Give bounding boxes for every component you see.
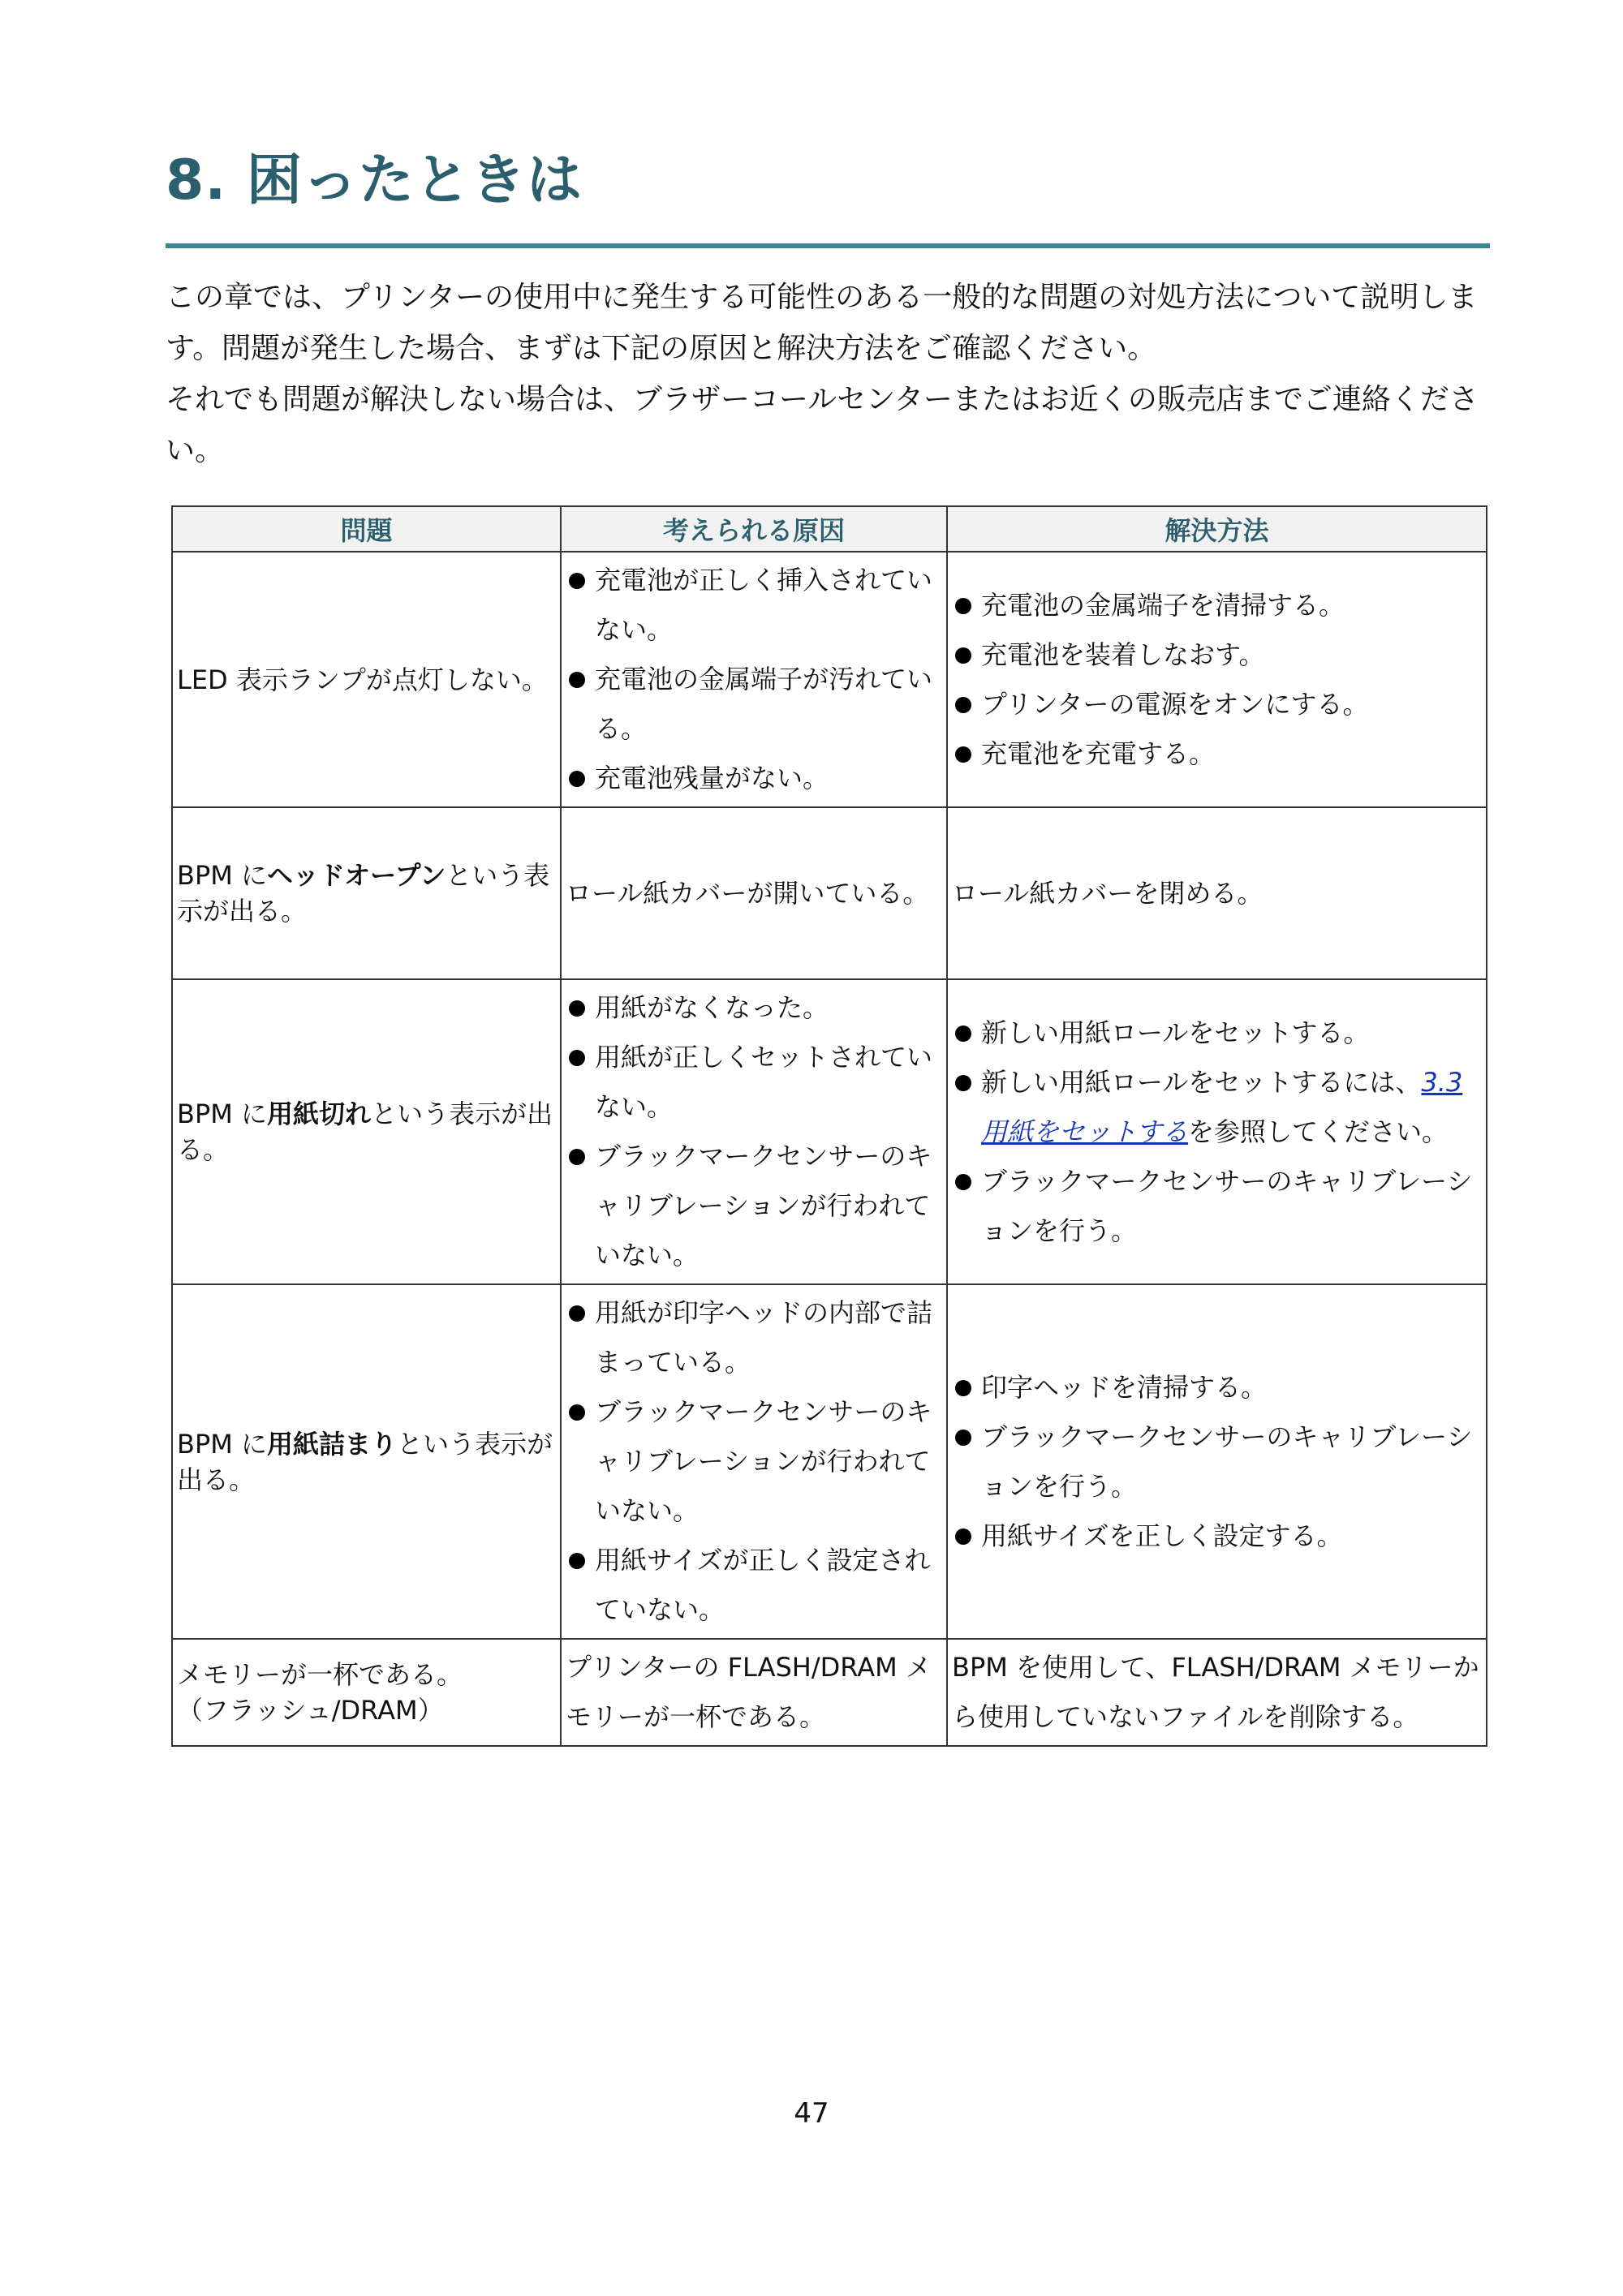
solution-item: 充電池の金属端子を清掃する。 — [952, 581, 1482, 630]
problem-prefix: BPM に — [177, 1428, 268, 1460]
problem-suffix: という表示が出る。 — [177, 1099, 553, 1165]
cause-item: 充電池残量がない。 — [566, 754, 942, 803]
problem-cell — [172, 979, 561, 1284]
problem-text: LED 表示ランプが点灯しない。 — [177, 664, 548, 695]
problem-cell — [172, 1639, 561, 1746]
intro-text — [166, 272, 1496, 476]
problem-prefix: BPM に — [177, 1099, 268, 1129]
cause-cell — [561, 1284, 947, 1639]
cause-cell — [561, 552, 947, 807]
header-problem: 問題 — [172, 506, 561, 552]
problem-suffix: という表示が出る。 — [177, 1428, 553, 1495]
section-link-3-3[interactable]: 3.3 用紙をセットする — [981, 1066, 1463, 1147]
header-cause: 考えられる原因 — [561, 506, 947, 552]
problem-text: （フラッシュ/DRAM） — [177, 1695, 444, 1726]
table-row — [172, 807, 1487, 979]
solution-item: 充電池を充電する。 — [952, 729, 1482, 779]
solution-item: 印字ヘッドを清掃する。 — [952, 1363, 1482, 1412]
solution-text: ロール紙カバーを閉める。 — [952, 878, 1264, 909]
page-title: 8. 困ったときは — [166, 148, 583, 213]
cause-item: ブラックマークセンサーのキャリブレーションが行われていない。 — [566, 1387, 942, 1536]
solution-item: プリンターの電源をオンにする。 — [952, 680, 1482, 729]
problem-keyword: 用紙詰まり — [267, 1428, 398, 1460]
intro-paragraph-2: それでも問題が解決しない場合は、ブラザーコールセンターまたはお近くの販売店までご連絡ください。 — [166, 383, 1479, 467]
problem-cell — [172, 1284, 561, 1639]
problem-keyword: ヘッドオープン — [267, 860, 446, 891]
cause-cell — [561, 807, 947, 979]
title-underline — [166, 243, 1490, 248]
cause-item: 充電池の金属端子が汚れている。 — [566, 655, 942, 754]
intro-paragraph-1: この章では、プリンターの使用中に発生する可能性のある一般的な問題の対処方法について説明します。問題が発生した場合、まずは下記の原因と解決方法をご確認ください。 — [166, 281, 1478, 365]
solution-item: 充電池を装着しなおす。 — [952, 630, 1482, 680]
header-solution: 解決方法 — [947, 506, 1487, 552]
table-row — [172, 979, 1487, 1284]
table-row — [172, 1284, 1487, 1639]
solution-item: ブラックマークセンサーのキャリブレーションを行う。 — [952, 1157, 1482, 1256]
solution-text: BPM を使用して、FLASH/DRAM メモリーから使用していないファイルを削除する。 — [952, 1652, 1479, 1732]
cause-item: 用紙が印字ヘッドの内部で詰まっている。 — [566, 1288, 942, 1387]
problem-text: メモリーが一杯である。 — [177, 1659, 463, 1690]
cause-cell — [561, 979, 947, 1284]
problem-prefix: BPM に — [177, 860, 268, 891]
solution-item: ブラックマークセンサーのキャリブレーションを行う。 — [952, 1412, 1482, 1511]
solution-text: 新しい用紙ロールをセットするには、 — [981, 1066, 1422, 1098]
solution-cell — [947, 552, 1487, 807]
solution-item: 用紙サイズを正しく設定する。 — [952, 1511, 1482, 1561]
cause-item: 用紙サイズが正しく設定されていない。 — [566, 1536, 942, 1635]
cause-item: 充電池が正しく挿入されていない。 — [566, 556, 942, 655]
problem-keyword: 用紙切れ — [267, 1099, 372, 1129]
problem-cell — [172, 807, 561, 979]
problem-suffix: という表示が出る。 — [177, 860, 550, 927]
solution-item — [952, 1058, 1482, 1157]
solution-text: を参照してください。 — [1188, 1116, 1449, 1147]
problem-cell — [172, 552, 561, 807]
cause-text: ロール紙カバーが開いている。 — [566, 878, 929, 909]
solution-item: 新しい用紙ロールをセットする。 — [952, 1008, 1482, 1058]
cause-text: プリンターの FLASH/DRAM メモリーが一杯である。 — [566, 1652, 932, 1732]
table-header-row — [172, 506, 1487, 552]
solution-cell — [947, 1284, 1487, 1639]
solution-cell — [947, 807, 1487, 979]
page-number: 47 — [794, 2097, 829, 2130]
table-row — [172, 552, 1487, 807]
solution-cell — [947, 979, 1487, 1284]
cause-item: ブラックマークセンサーのキャリブレーションが行われていない。 — [566, 1132, 942, 1280]
table-row — [172, 1639, 1487, 1746]
cause-item: 用紙が正しくセットされていない。 — [566, 1033, 942, 1132]
troubleshooting-table — [171, 505, 1487, 1747]
solution-cell — [947, 1639, 1487, 1746]
cause-item: 用紙がなくなった。 — [566, 983, 942, 1033]
cause-cell — [561, 1639, 947, 1746]
